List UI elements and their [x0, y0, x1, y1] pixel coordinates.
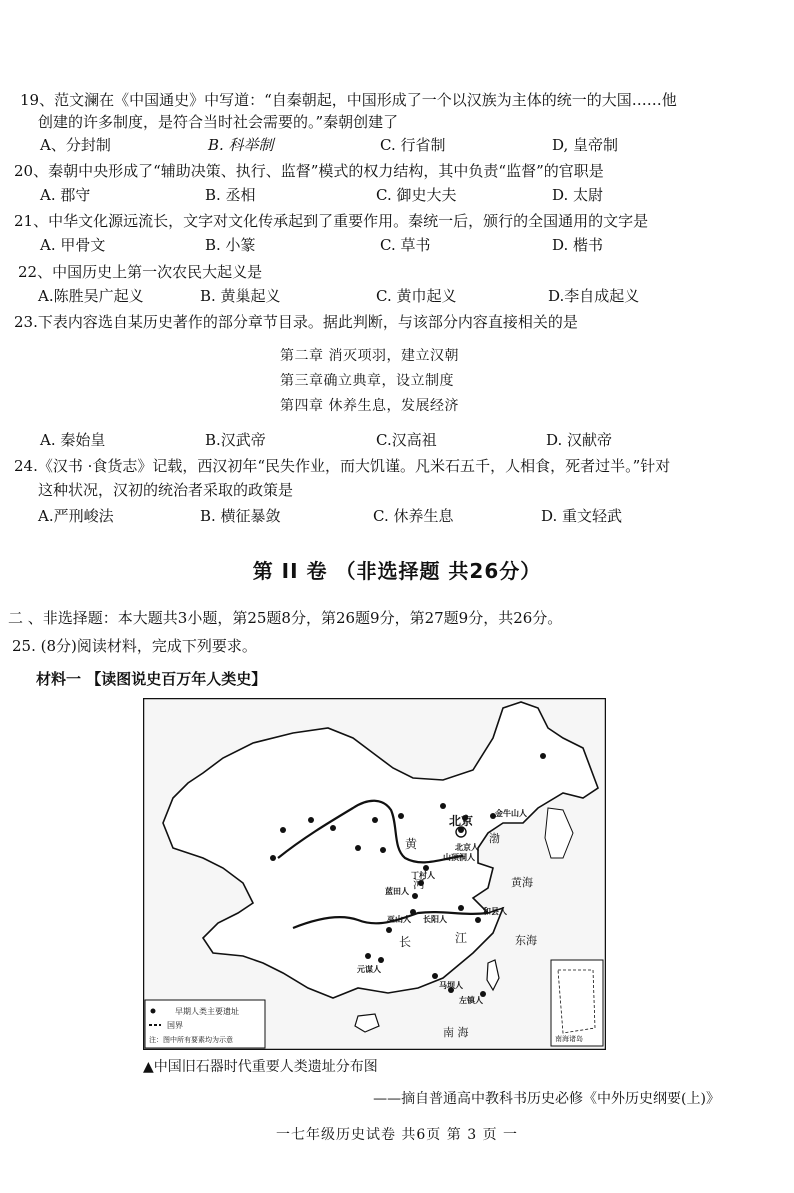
option-b[interactable]: B. 科举制: [208, 136, 274, 154]
site-dot: [440, 803, 446, 809]
site-dot: [380, 847, 386, 853]
south-china-sea-inset: [551, 960, 603, 1046]
option-c[interactable]: C. 休养生息: [373, 507, 454, 525]
huang-label: 黄: [405, 837, 418, 851]
legend-site-dot: [151, 1009, 156, 1014]
question-20: 20、秦朝中央形成了“辅助决策、执行、监督”模式的权力结构，其中负责“监督”的官职是: [14, 162, 604, 180]
question-24-line1: 24.《汉书 ·食货志》记载，西汉初年“民失作业，而大饥谨。凡米石五千，人相食，死者过半。”针对: [14, 457, 671, 475]
option-d[interactable]: D. 楷书: [552, 236, 604, 254]
huanghai-label: 黄海: [511, 876, 533, 889]
question-19-options: [0, 133, 794, 157]
legend-site-label: 早期人类主要遗址: [175, 1007, 239, 1016]
option-b[interactable]: B.汉武帝: [205, 431, 266, 449]
question-24-line2: 这种状况，汉初的统治者采取的政策是: [38, 481, 294, 499]
question-23-options: [0, 428, 794, 452]
donghai-label: 东海: [515, 934, 537, 947]
beijingren-label: 北京人: [455, 843, 479, 852]
option-a[interactable]: A.严刑峻法: [38, 507, 114, 525]
bohai-label: 渤: [489, 832, 500, 845]
site-dot: [378, 957, 384, 963]
changyang-label: 长阳人: [423, 915, 447, 924]
option-b[interactable]: B. 黄巢起义: [200, 287, 281, 305]
question-21: 21、中华文化源远流长，文字对文化传承起到了重要作用。秦统一后，颁行的全国通用的文字是: [14, 212, 649, 230]
question-21-options: [0, 233, 794, 257]
option-a[interactable]: A. 甲骨文: [40, 236, 106, 254]
page-footer: 一七年级历史试卷 共6页 第 3 页 一: [275, 1127, 519, 1143]
site-dot: [270, 855, 276, 861]
beijing-label: 北京: [449, 814, 474, 828]
option-b[interactable]: B. 横征暴敛: [200, 507, 281, 525]
option-c[interactable]: C. 行省制: [380, 136, 446, 154]
site-dot: [355, 845, 361, 851]
section-2-title: 第 II 卷 （非选择题 共26分）: [252, 559, 542, 583]
site-dot: [540, 753, 546, 759]
option-d[interactable]: D. 重文轻武: [541, 507, 623, 525]
option-c[interactable]: C. 黄巾起义: [376, 287, 457, 305]
site-dot: [280, 827, 286, 833]
question-19-line2: 创建的许多制度，是符合当时社会需要的。”秦朝创建了: [38, 113, 399, 131]
nanhai-label: 南 海: [443, 1026, 469, 1039]
dingcun-label: 丁村人: [411, 871, 435, 880]
question-20-options: [0, 183, 794, 207]
site-dot: [365, 953, 371, 959]
option-b[interactable]: B. 小篆: [205, 236, 256, 254]
option-c[interactable]: C. 御史大夫: [376, 186, 457, 204]
option-a[interactable]: A.陈胜吴广起义: [38, 287, 144, 305]
legend-note: 注：图中所有要素均为示意: [149, 1036, 233, 1044]
yuanmou-label: 元谋人: [357, 965, 381, 974]
option-d[interactable]: D.李自成起义: [548, 287, 640, 305]
map-caption: ▲中国旧石器时代重要人类遗址分布图: [143, 1059, 378, 1075]
question-25: 25. (8分)阅读材料，完成下列要求。: [12, 637, 257, 655]
he-label: 河: [413, 877, 426, 891]
option-d[interactable]: D. 汉献帝: [546, 431, 613, 449]
wushan-label: 巫山人: [387, 915, 411, 924]
option-c[interactable]: C.汉高祖: [376, 431, 437, 449]
shandingdong-label: 山顶洞人: [443, 853, 475, 862]
maba-label: 马坝人: [439, 981, 463, 990]
option-d[interactable]: D. 太尉: [552, 186, 604, 204]
site-dot: [372, 817, 378, 823]
source-citation: ——摘自普通高中教科书历史必修《中外历史纲要(上)》: [373, 1091, 720, 1107]
option-a[interactable]: A. 郡守: [40, 186, 91, 204]
site-dot: [330, 825, 336, 831]
option-a[interactable]: A. 秦始皇: [40, 431, 106, 449]
option-b[interactable]: B. 丞相: [205, 186, 256, 204]
jiang-label: 江: [455, 931, 468, 945]
site-dot: [475, 917, 481, 923]
question-19-line1: 19、范文澜在《中国通史》中写道：“自秦朝起，中国形成了一个以汉族为主体的统一的大国……他: [20, 91, 677, 109]
question-24-options: [0, 504, 794, 528]
site-dot: [398, 813, 404, 819]
zuojiang-label: 左镇人: [459, 996, 483, 1005]
option-d[interactable]: D, 皇帝制: [552, 136, 619, 154]
option-c[interactable]: C. 草书: [380, 236, 431, 254]
option-a[interactable]: A、分封制: [40, 136, 111, 154]
question-23: 23.下表内容选自某历史著作的部分章节目录。据此判断，与该部分内容直接相关的是: [14, 313, 578, 331]
chapter-3: 第三章确立典章，设立制度: [280, 373, 454, 389]
chapter-4: 第四章 休养生息，发展经济: [280, 398, 459, 414]
site-dot: [308, 817, 314, 823]
site-dot: [432, 973, 438, 979]
jinniushan-label: 金牛山人: [495, 809, 527, 818]
chang-label: 长: [399, 935, 412, 949]
question-22: 22、中国历史上第一次农民大起义是: [18, 263, 263, 281]
inset-label: 南海诸岛: [555, 1035, 583, 1043]
site-dot: [412, 893, 418, 899]
legend-border-label: 国界: [167, 1021, 183, 1030]
material-1-heading: 材料一 【读图说史百万年人类史】: [36, 670, 267, 688]
question-22-options: [0, 284, 794, 308]
lantian-label: 蓝田人: [385, 887, 409, 896]
site-dot: [386, 927, 392, 933]
site-dot: [458, 905, 464, 911]
chapter-2: 第二章 消灭项羽，建立汉朝: [280, 348, 459, 364]
section-2-intro: 二 、非选择题：本大题共3小题，第25题8分，第26题9分，第27题9分，共26分。: [8, 609, 563, 627]
hexian-label: 和县人: [483, 907, 507, 916]
china-paleolithic-sites-map: [143, 698, 606, 1050]
